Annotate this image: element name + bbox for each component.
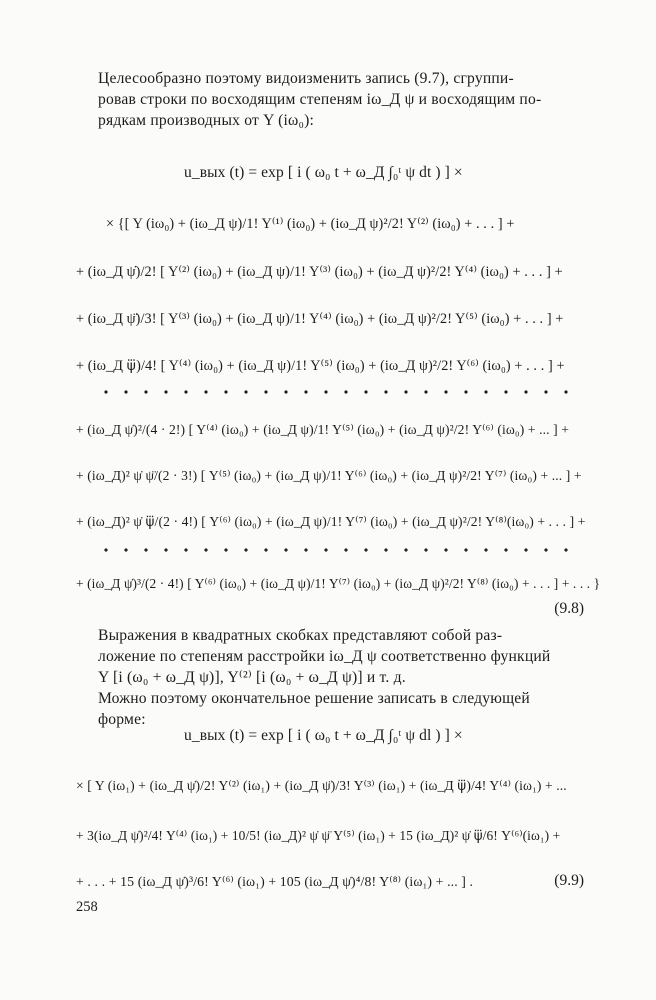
equation-row: + . . . + 15 (iω_Д ψ̇)³/6! Y⁽⁶⁾ (iω₁) + 105 (iω_Д ψ̇)⁴/8! Y⁽⁸⁾ (iω₁) + ... ] . [76, 874, 474, 889]
equation-row: × {[ Y (iω₀) + (iω_Д ψ)/1! Y⁽¹⁾ (iω₀) + (iω_Д ψ)²/2! Y⁽²⁾ (iω₀) + . . . ] + [106, 216, 515, 232]
equation-row: × [ Y (iω₁) + (iω_Д ψ̇)/2! Y⁽²⁾ (iω₁) + (iω_Д ψ̈)/3! Y⁽³⁾ (iω₁) + (iω_Д ψ⃛)/4! Y⁽⁴⁾ (iω₁) + ... [76, 778, 567, 793]
equation-header: u_вых (t) = exp [ i ( ω₀ t + ω_Д ∫₀ᵗ ψ dt ) ] × [184, 164, 463, 181]
equation-header: u_вых (t) = exp [ i ( ω₀ t + ω_Д ∫₀ᵗ ψ dl ) ] × [184, 727, 463, 744]
middle-line: Выражения в квадратных скобках представляют собой раз- [98, 627, 503, 644]
final-paragraph [98, 688, 584, 730]
equation-number: (9.8) [554, 600, 584, 617]
middle-line: ложение по степеням расстройки iω_Д ψ соответственно функций [98, 648, 551, 665]
equation-row: + (iω_Д ψ̇)³/(2 · 4!) [ Y⁽⁶⁾ (iω₀) + (iω_Д ψ)/1! Y⁽⁷⁾ (iω₀) + (iω_Д ψ)²/2! Y⁽⁸⁾ (iω₀) + . . . ] + . . . } [76, 576, 601, 591]
final-line: Можно поэтому окончательное решение записать в следующей [98, 690, 530, 707]
intro-line: ровав строки по восходящим степеням iω_Д ψ и восходящим по- [98, 91, 542, 108]
equation-row: + (iω_Д)² ψ̇ ψ⃛/(2 · 4!) [ Y⁽⁶⁾ (iω₀) + (iω_Д ψ)/1! Y⁽⁷⁾ (iω₀) + (iω_Д ψ)²/2! Y⁽⁸⁾(iω₀) + . . . ] + [76, 514, 586, 529]
intro-line: рядкам производных от Y (iω₀): [98, 112, 315, 129]
equation-row: + (iω_Д ψ̇)²/(4 · 2!) [ Y⁽⁴⁾ (iω₀) + (iω_Д ψ)/1! Y⁽⁵⁾ (iω₀) + (iω_Д ψ)²/2! Y⁽⁶⁾ (iω₀) + ... ] + [76, 422, 569, 437]
page-number: 258 [76, 899, 98, 915]
equation-row: + (iω_Д)² ψ̇ ψ̈/(2 · 3!) [ Y⁽⁵⁾ (iω₀) + (iω_Д ψ)/1! Y⁽⁶⁾ (iω₀) + (iω_Д ψ)²/2! Y⁽⁷⁾ (iω₀) + ... ] + [76, 468, 582, 483]
final-line: форме: [98, 711, 146, 728]
equation-row: + (iω_Д ψ̇)/2! [ Y⁽²⁾ (iω₀) + (iω_Д ψ)/1! Y⁽³⁾ (iω₀) + (iω_Д ψ)²/2! Y⁽⁴⁾ (iω₀) + . . . ] + [76, 264, 563, 280]
equation-row: + 3(iω_Д ψ̇)²/4! Y⁽⁴⁾ (iω₁) + 10/5! (iω_Д)² ψ̇ ψ̈ Y⁽⁵⁾ (iω₁) + 15 (iω_Д)² ψ̇ ψ⃛/6! Y⁽⁶⁾(iω₁) + [76, 828, 561, 843]
middle-line: Y [i (ω₀ + ω_Д ψ)], Y⁽²⁾ [i (ω₀ + ω_Д ψ)] и т. д. [98, 669, 406, 686]
middle-paragraph [98, 625, 584, 688]
equation-row: + (iω_Д ψ⃛)/4! [ Y⁽⁴⁾ (iω₀) + (iω_Д ψ)/1! Y⁽⁵⁾ (iω₀) + (iω_Д ψ)²/2! Y⁽⁶⁾ (iω₀) + . . . ] + [76, 358, 565, 374]
equation-number: (9.9) [554, 872, 584, 889]
intro-line: Целесообразно поэтому видоизменить запись (9.7), сгруппи- [98, 70, 514, 87]
ellipsis-row [96, 390, 580, 394]
equation-row: + (iω_Д ψ̈)/3! [ Y⁽³⁾ (iω₀) + (iω_Д ψ)/1! Y⁽⁴⁾ (iω₀) + (iω_Д ψ)²/2! Y⁽⁵⁾ (iω₀) + . . . ] + [76, 311, 564, 327]
ellipsis-row [96, 548, 580, 552]
intro-paragraph [98, 68, 584, 131]
